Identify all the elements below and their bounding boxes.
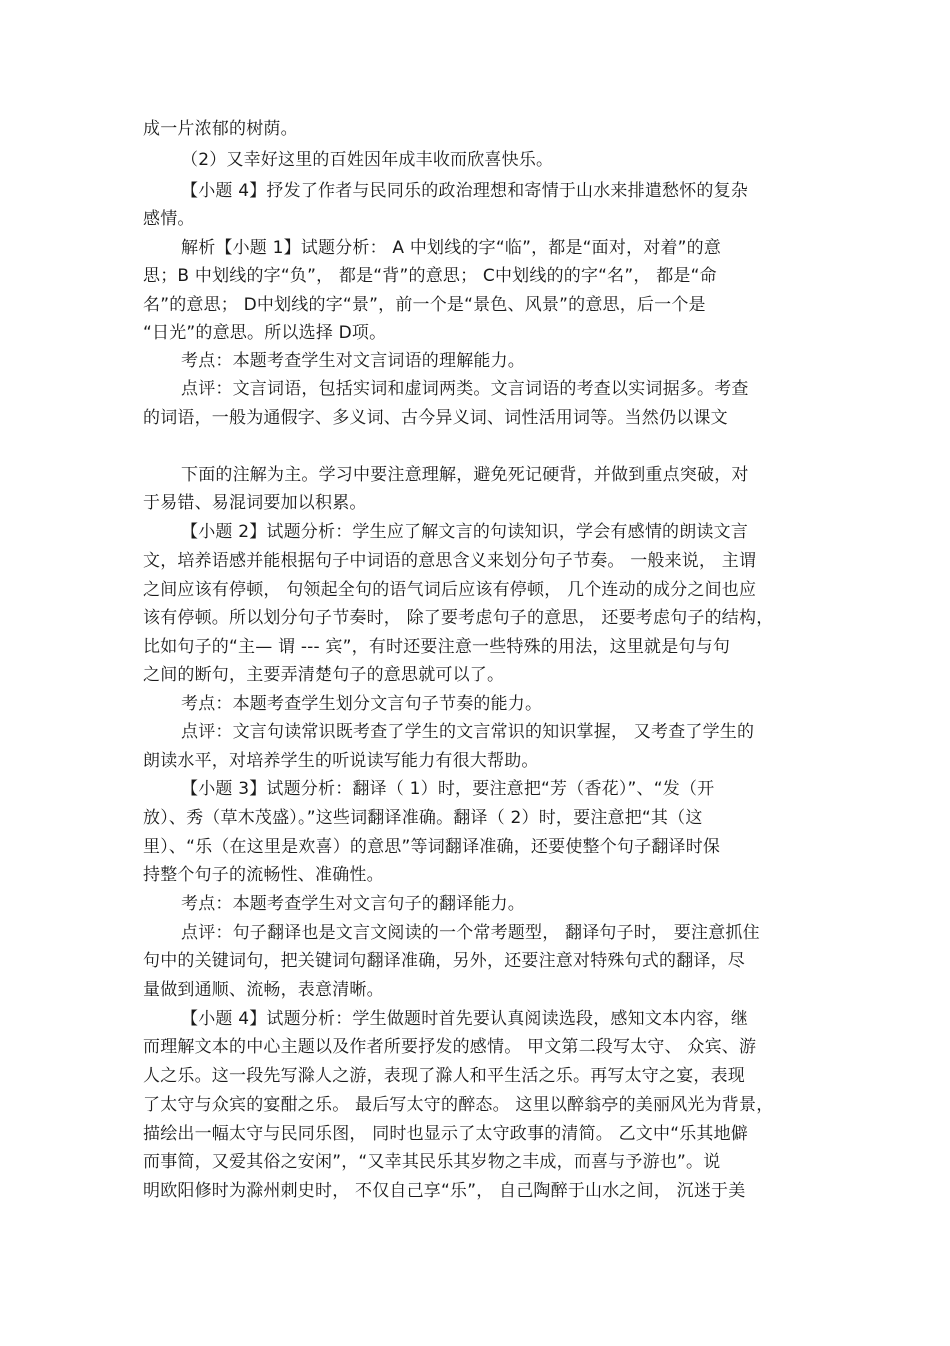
text-line: 朗读水平，对培养学生的听说读写能力有很大帮助。	[143, 751, 539, 771]
text-line: 描绘出一幅太守与民同乐图， 同时也显示了太守政事的清简。 乙文中“乐其地僻	[143, 1124, 749, 1144]
text-line: 【小题 3】试题分析：翻译（ 1）时，要注意把“芳（香花）”、“发（开	[181, 779, 715, 799]
text-line: 而事简，又爱其俗之安闲”，“又幸其民乐其岁物之丰成，而喜与予游也”。说	[143, 1152, 721, 1172]
text-line: 句中的关键词句，把关键词句翻译准确，另外，还要注意对特殊句式的翻译，尽	[143, 951, 745, 971]
text-line: 点评：文言句读常识既考查了学生的文言常识的知识掌握， 又考查了学生的	[181, 722, 755, 742]
text-line: 考点：本题考查学生对文言词语的理解能力。	[181, 351, 525, 371]
text-line: 名”的意思； D中划线的字“景”，前一个是“景色、风景”的意思，后一个是	[143, 295, 706, 315]
text-line: 【小题 2】试题分析：学生应了解文言的句读知识，学会有感情的朗读文言	[181, 522, 749, 542]
text-line: 文，培养语感并能根据句子中词语的意思含义来划分句子节奏。 一般来说， 主谓	[143, 551, 757, 571]
text-line: 人之乐。这一段先写滁人之游，表现了滁人和平生活之乐。再写太守之宴，表现	[143, 1066, 745, 1086]
text-line: 点评：句子翻译也是文言文阅读的一个常考题型， 翻译句子时， 要注意抓住	[181, 923, 760, 943]
text-line: 于易错、易混词要加以积累。	[143, 493, 367, 513]
text-line: 成一片浓郁的树荫。	[143, 119, 298, 139]
text-line: 解析【小题 1】试题分析： A 中划线的字“临”，都是“面对，对着”的意	[181, 238, 722, 258]
text-line: 持整个句子的流畅性、准确性。	[143, 865, 384, 885]
text-line: 比如句子的“主— 谓 --- 宾”，有时还要注意一些特殊的用法，这里就是句与句	[143, 637, 731, 657]
text-line: 该有停顿。所以划分句子节奏时， 除了要考虑句子的意思， 还要考虑句子的结构，	[143, 608, 774, 628]
text-line: 感情。	[143, 209, 195, 229]
text-line: 量做到通顺、流畅，表意清晰。	[143, 980, 384, 1000]
text-line: “日光”的意思。所以选择 D项。	[143, 323, 387, 343]
text-line: 【小题 4】试题分析：学生做题时首先要认真阅读选段，感知文本内容，继	[181, 1009, 749, 1029]
text-line: 而理解文本的中心主题以及作者所要抒发的感情。 甲文第二段写太守、 众宾、游	[143, 1037, 757, 1057]
text-line: 思；B 中划线的字“负”， 都是“背”的意思； C中划线的的字“名”， 都是“命	[143, 266, 717, 286]
text-line: 放）、秀（草木茂盛）。”这些词翻译准确。翻译（ 2）时，要注意把“其（这	[143, 808, 703, 828]
text-line: 考点：本题考查学生对文言句子的翻译能力。	[181, 894, 525, 914]
text-line: 里）、“乐（在这里是欢喜）的意思”等词翻译准确，还要使整个句子翻译时保	[143, 837, 721, 857]
text-line: 明欧阳修时为滁州刺史时， 不仅自己享“乐”， 自己陶醉于山水之间， 沉迷于美	[143, 1181, 746, 1201]
text-line: 【小题 4】抒发了作者与民同乐的政治理想和寄情于山水来排遣愁怀的复杂	[181, 181, 749, 201]
text-line: 之间的断句，主要弄清楚句子的意思就可以了。	[143, 665, 505, 685]
text-line: 下面的注解为主。学习中要注意理解，避免死记硬背，并做到重点突破，对	[181, 465, 749, 485]
text-line: （2）又幸好这里的百姓因年成丰收而欣喜快乐。	[181, 150, 554, 170]
text-line: 之间应该有停顿， 句领起全句的语气词后应该有停顿， 几个连动的成分之间也应	[143, 580, 757, 600]
text-line: 的词语，一般为通假字、多义词、古今异义词、词性活用词等。当然仍以课文	[143, 408, 728, 428]
text-line: 点评：文言词语，包括实词和虚词两类。文言词语的考查以实词据多。考查	[181, 379, 749, 399]
text-line: 了太守与众宾的宴酣之乐。 最后写太守的醉态。 这里以醉翁亭的美丽风光为背景，	[143, 1095, 774, 1115]
text-line: 考点：本题考查学生划分文言句子节奏的能力。	[181, 694, 543, 714]
